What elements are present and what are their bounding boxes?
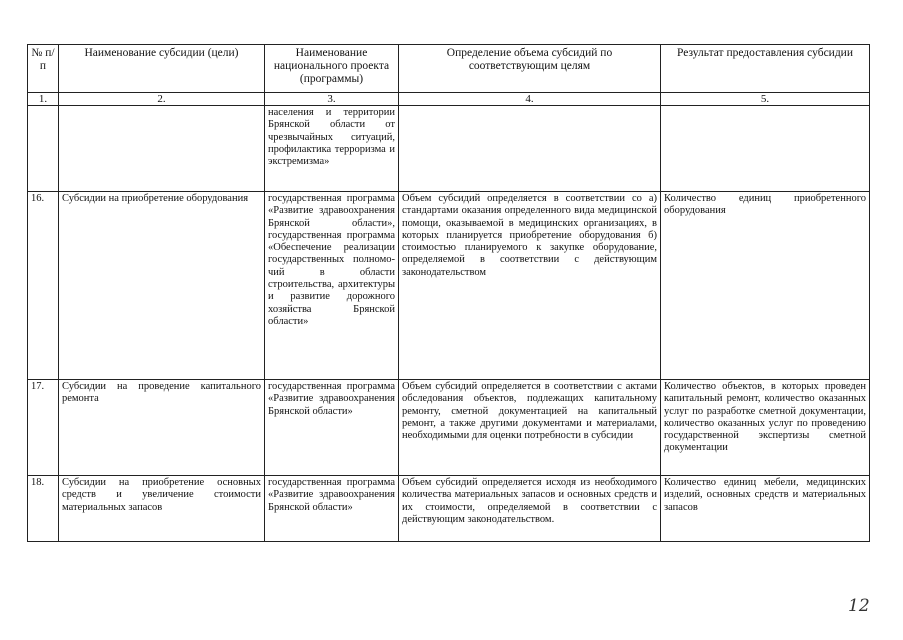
table-row bbox=[28, 476, 870, 542]
row-program: государственная программа «Развитие здравоохранения Брянской области», государственная программа «Обеспечение реализации государственных полномо-чий в области строительства, архитектуры и развитие дорожного хозяйства Брянской области» bbox=[265, 192, 399, 380]
row-num: 18. bbox=[28, 476, 59, 542]
row-subsidy-name: Субсидии на приобретение оборудования bbox=[59, 192, 265, 380]
column-number: 4. bbox=[399, 93, 661, 106]
header-row bbox=[28, 45, 870, 93]
row-definition: Объем субсидий определяется в соответствии с актами обследования объектов, подлежащих капитальному ремонту, сметной документацией на капитальный ремонт, а также другими документами и материалами, необходимыми для оценки потребности в субсидии bbox=[399, 380, 661, 476]
row-result bbox=[661, 106, 870, 192]
row-result: Количество объектов, в которых проведен капитальный ремонт, количество оказанных услуг по разработке сметной документации, количество оказанных услуг по проведению государственной экспертизы сметной документации bbox=[661, 380, 870, 476]
row-num: 16. bbox=[28, 192, 59, 380]
header-volume-definition: Определение объема субсидий по соответствующим целям bbox=[399, 45, 661, 93]
table-row bbox=[28, 106, 870, 192]
column-number: 3. bbox=[265, 93, 399, 106]
header-project-name: Наименование национального проекта (программы) bbox=[265, 45, 399, 93]
page-number: 12 bbox=[848, 596, 870, 616]
row-definition bbox=[399, 106, 661, 192]
row-program: населения и территории Брянской области от чрезвычайных ситуаций, профилактика терроризма и экстремизма» bbox=[265, 106, 399, 192]
row-result: Количество единиц мебели, медицинских изделий, основных средств и материальных запасов bbox=[661, 476, 870, 542]
row-num: 17. bbox=[28, 380, 59, 476]
row-result: Количество единиц приобретенного оборудования bbox=[661, 192, 870, 380]
row-subsidy-name: Субсидии на приобретение основных средств и увеличение стоимости материальных запасов bbox=[59, 476, 265, 542]
header-subsidy-name: Наименование субсидии (цели) bbox=[59, 45, 265, 93]
row-num bbox=[28, 106, 59, 192]
row-definition: Объем субсидий определяется исходя из необходимого количества материальных запасов и основных средств и их стоимости, определяемой в соответствии с действующим законодательством. bbox=[399, 476, 661, 542]
header-result: Результат предоставления субсидии bbox=[661, 45, 870, 93]
row-subsidy-name: Субсидии на проведение капитального ремонта bbox=[59, 380, 265, 476]
column-number: 5. bbox=[661, 93, 870, 106]
row-program: государственная программа «Развитие здравоохранения Брянской области» bbox=[265, 380, 399, 476]
table-row bbox=[28, 380, 870, 476]
table-row bbox=[28, 192, 870, 380]
column-number: 1. bbox=[28, 93, 59, 106]
row-subsidy-name bbox=[59, 106, 265, 192]
header-num: № п/п bbox=[28, 45, 59, 93]
subsidy-table bbox=[27, 44, 870, 542]
row-definition: Объем субсидий определяется в соответствии со а) стандартами оказания определенного вида медицинской помощи, оказываемой в медицинских организациях, в которых планируется приобретение оборудования б) стоимостью планируемого к закупке оборудование, определяемой в соответствии с действующим законодательством bbox=[399, 192, 661, 380]
column-number: 2. bbox=[59, 93, 265, 106]
row-program: государственная программа «Развитие здравоохранения Брянской области» bbox=[265, 476, 399, 542]
column-number-row bbox=[28, 93, 870, 106]
